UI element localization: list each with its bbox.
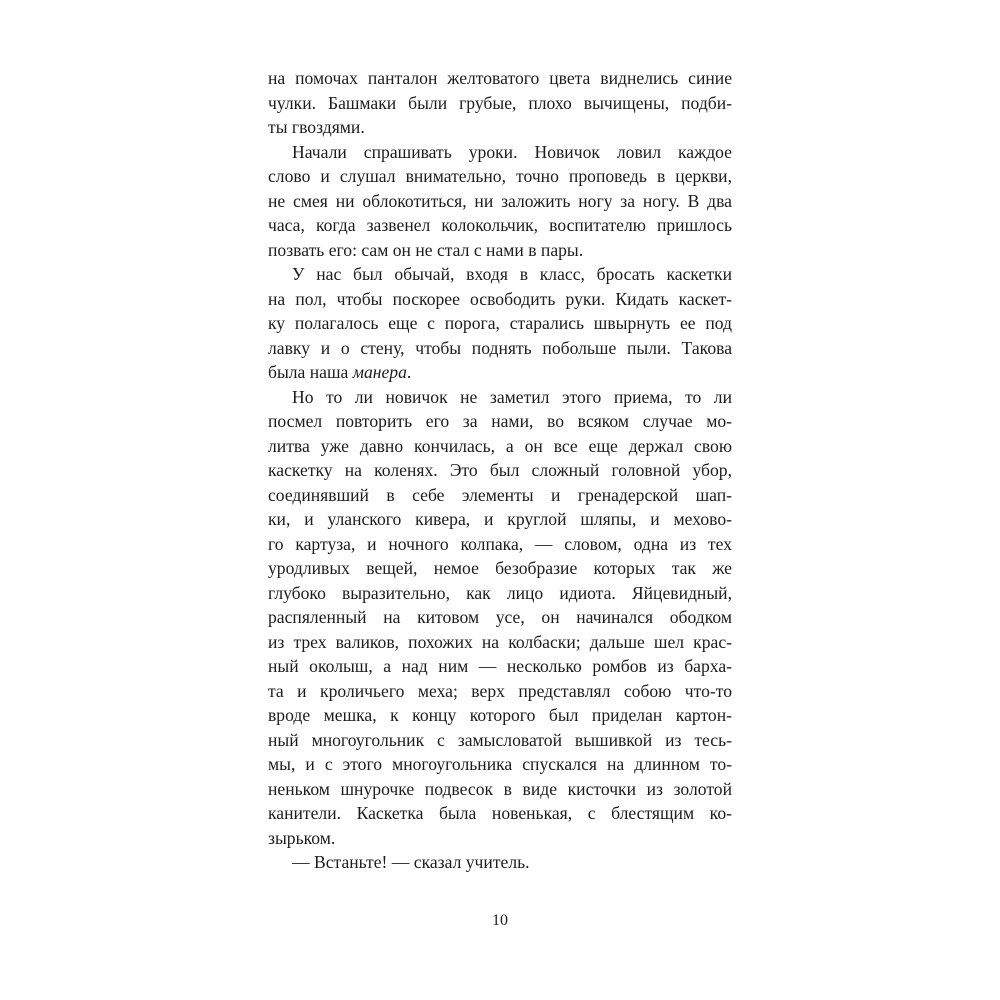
line-text-after: . xyxy=(406,362,412,382)
text-line xyxy=(268,238,732,263)
text-line xyxy=(268,507,732,532)
line-text: слово и слушал внимательно, точно проповедь в церкви, xyxy=(268,166,732,186)
line-text: ку полагалось еще с порога, старались швырнуть ее под xyxy=(268,313,732,333)
line-text: та и кроличьего меха; верх представлял собою что-то xyxy=(268,680,732,701)
text-line xyxy=(268,91,732,116)
emphasized-word: манера xyxy=(352,362,407,382)
text-line xyxy=(268,336,732,361)
text-line xyxy=(268,287,732,312)
text-line xyxy=(268,605,732,630)
line-text: ки, и уланского кивера, и круглой шляпы, и мехово- xyxy=(268,509,732,529)
line-text: из трех валиков, похожих на колбаски; дальше шел крас- xyxy=(268,631,732,652)
text-line xyxy=(268,140,732,165)
line-text: вроде мешка, к концу которого был приделан картон- xyxy=(268,705,732,725)
text-line xyxy=(268,801,732,826)
line-text: го картуза, и ночного колпака, — словом, одна из тех xyxy=(268,533,732,554)
text-line xyxy=(268,654,732,679)
text-line xyxy=(268,360,732,385)
line-text: Но то ли новичок не заметил этого приема, то ли xyxy=(292,386,732,407)
line-text: уродливых вещей, немое безобразие которых так же xyxy=(268,558,732,578)
text-line xyxy=(268,409,732,434)
line-text: каскетку на коленях. Это был сложный головной убор, xyxy=(268,460,732,480)
text-line xyxy=(268,164,732,189)
text-line xyxy=(268,532,732,557)
line-text: не смея ни облокотиться, ни заложить ногу за ногу. В два xyxy=(268,190,732,211)
text-line xyxy=(268,311,732,336)
text-line xyxy=(268,556,732,581)
line-text: — Встаньте! — сказал учитель. xyxy=(292,852,530,872)
text-line xyxy=(268,679,732,704)
text-line xyxy=(268,385,732,410)
line-text: на помочах панталон желтоватого цвета виднелись синие xyxy=(268,68,732,88)
body-text xyxy=(268,66,732,875)
text-line xyxy=(268,728,732,753)
line-text: неньком шнурочке подвесок в виде кисточки из золотой xyxy=(268,778,732,799)
page-number: 10 xyxy=(492,912,508,929)
line-text: глубоко выразительно, как лицо идиота. Яйцевидный, xyxy=(268,582,732,603)
text-line xyxy=(268,115,732,140)
line-text: Начали спрашивать уроки. Новичок ловил каждое xyxy=(292,141,732,162)
line-text: посмел повторить его за нами, во всяком случае мо- xyxy=(268,411,732,431)
text-line xyxy=(268,262,732,287)
line-text: ный многоугольник с замысловатой вышивкой из тесь- xyxy=(268,729,732,750)
text-line xyxy=(268,777,732,802)
text-line xyxy=(268,213,732,238)
text-line xyxy=(268,434,732,459)
text-line xyxy=(268,66,732,91)
line-text: лавку и о стену, чтобы поднять побольше пыли. Такова xyxy=(268,337,732,358)
line-text: на пол, чтобы поскорее освободить руки. Кидать каскет- xyxy=(268,288,732,309)
line-text: ный околыш, а над ним — несколько ромбов из барха- xyxy=(268,656,732,676)
line-text: распяленный на китовом усе, он начинался ободком xyxy=(268,607,732,627)
line-text: часа, когда зазвенел колокольчик, воспитателю пришлось xyxy=(268,215,732,235)
line-text: ты гвоздями. xyxy=(268,117,365,137)
text-line xyxy=(268,703,732,728)
line-text: была наша xyxy=(268,362,349,382)
text-line xyxy=(268,581,732,606)
text-line xyxy=(268,850,732,875)
line-text: чулки. Башмаки были грубые, плохо вычищены, подби- xyxy=(268,92,732,113)
text-line xyxy=(268,483,732,508)
line-text: У нас был обычай, входя в класс, бросать каскетки xyxy=(292,264,732,284)
text-line xyxy=(268,189,732,214)
text-line xyxy=(268,752,732,777)
line-text: литва уже давно кончилась, а он все еще держал свою xyxy=(268,435,732,456)
text-line xyxy=(268,826,732,851)
line-text: позвать его: сам он не стал с нами в пары. xyxy=(268,239,584,260)
text-line xyxy=(268,630,732,655)
line-text: мы, и с этого многоугольника спускался на длинном то- xyxy=(268,754,732,774)
line-text: соединявший в себе элементы и гренадерской шап- xyxy=(268,484,732,505)
line-text: канители. Каскетка была новенькая, с блестящим ко- xyxy=(268,803,732,823)
text-line xyxy=(268,458,732,483)
line-text: зырьком. xyxy=(268,827,336,848)
